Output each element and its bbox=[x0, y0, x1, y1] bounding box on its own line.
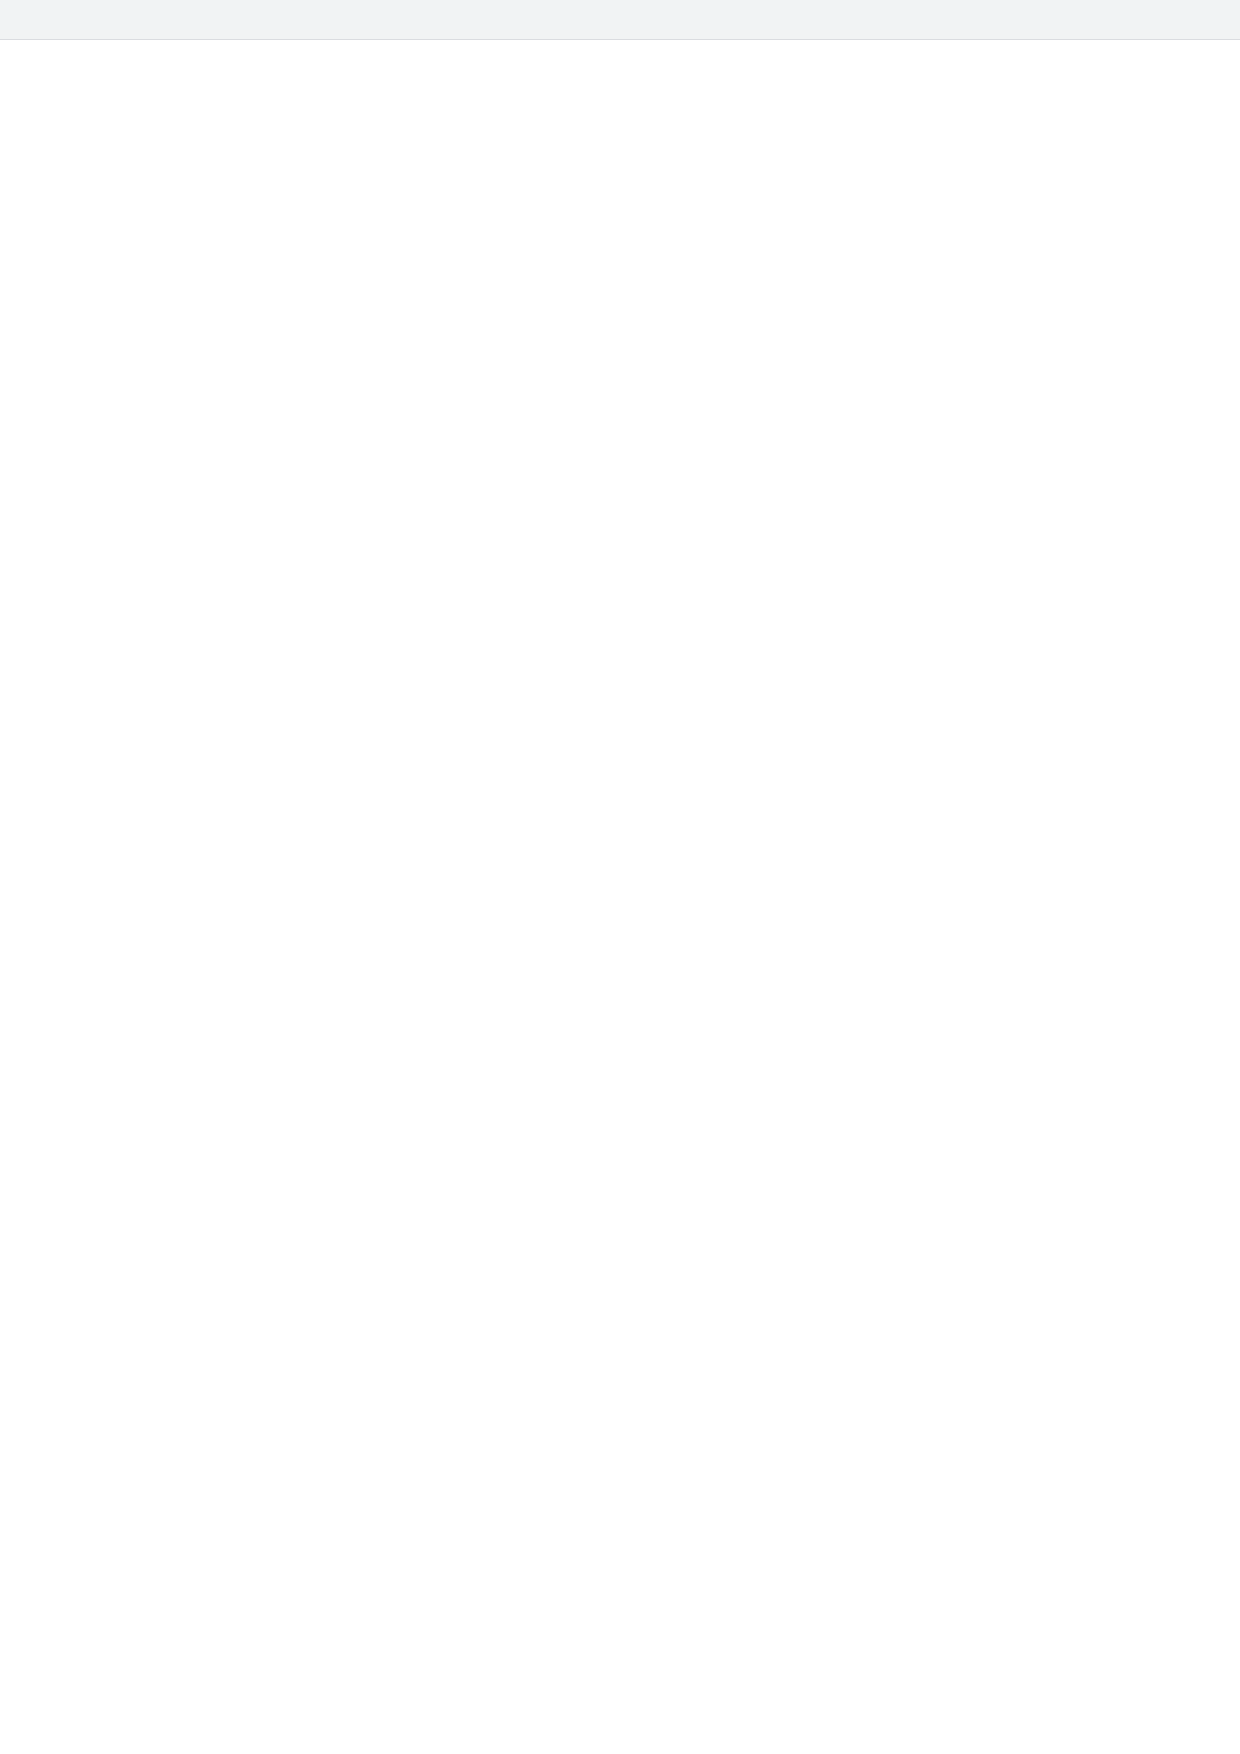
main-content bbox=[0, 40, 1240, 1754]
title-bar bbox=[0, 0, 1240, 40]
